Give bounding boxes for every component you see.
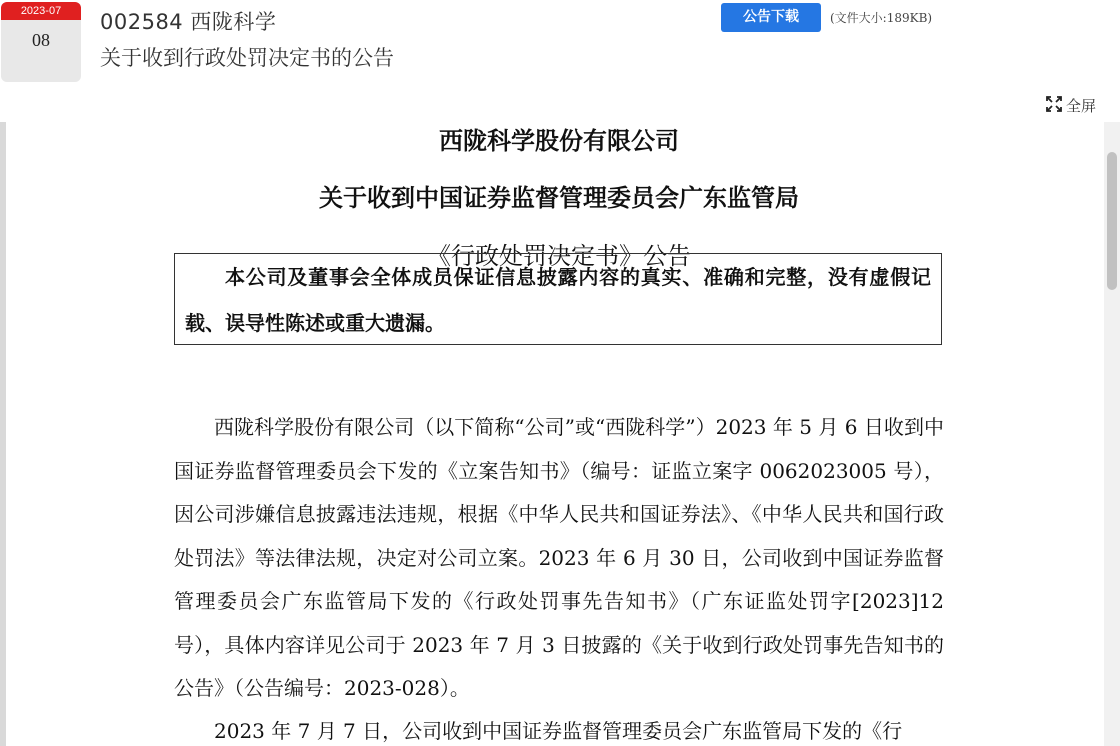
document-viewer[interactable]: [0, 122, 1120, 746]
date-badge: [1, 2, 81, 82]
expand-icon: [1046, 96, 1062, 116]
viewer-left-border: [0, 122, 6, 746]
announcement-title: 关于收到行政处罚决定书的公告: [100, 46, 394, 70]
fullscreen-label: 全屏: [1066, 97, 1097, 115]
date-year-month: 2023-07: [1, 2, 81, 20]
board-notice-box: 本公司及董事会全体成员保证信息披露内容的真实、准确和完整，没有虚假记载、误导性陈述或重大遗漏。: [174, 253, 942, 345]
scrollbar-thumb[interactable]: [1107, 152, 1117, 290]
doc-heading-subject: 关于收到中国证券监督管理委员会广东监管局: [319, 183, 799, 212]
doc-paragraph-2: 2023 年 7 月 7 日，公司收到中国证券监督管理委员会广东监管局下发的《行: [214, 719, 903, 743]
file-size-label: (文件大小:189KB): [830, 11, 933, 25]
fullscreen-button[interactable]: [1046, 95, 1096, 116]
stock-code-name: 002584 西陇科学: [100, 10, 277, 34]
download-button[interactable]: 公告下载: [721, 3, 821, 32]
date-day: 08: [32, 30, 50, 50]
doc-heading-company: 西陇科学股份有限公司: [439, 126, 679, 155]
doc-paragraph-1: 西陇科学股份有限公司（以下简称“公司”或“西陇科学”）2023 年 5 月 6 日收到中国证券监督管理委员会下发的《立案告知书》（编号：证监立案字 0062023005 号），因公司涉嫌信息披露违法违规，根据《中华人民共和国证券法》、《中华人民共和国行政处罚法》等法律法规，决定对公司立案。2023 年 6 月 30 日，公司收到中国证券监督管理委员会广东监管局下发的《行政处罚事先告知书》（广东证监处罚字[2023]12 号），具体内容详见公司于 2023 年 7 月 3 日披露的《关于收到行政处罚事先告知书的公告》（公告编号：2023-028）。: [174, 415, 944, 700]
doc-heading-document: 《行政处罚决定书》公告: [427, 242, 691, 270]
